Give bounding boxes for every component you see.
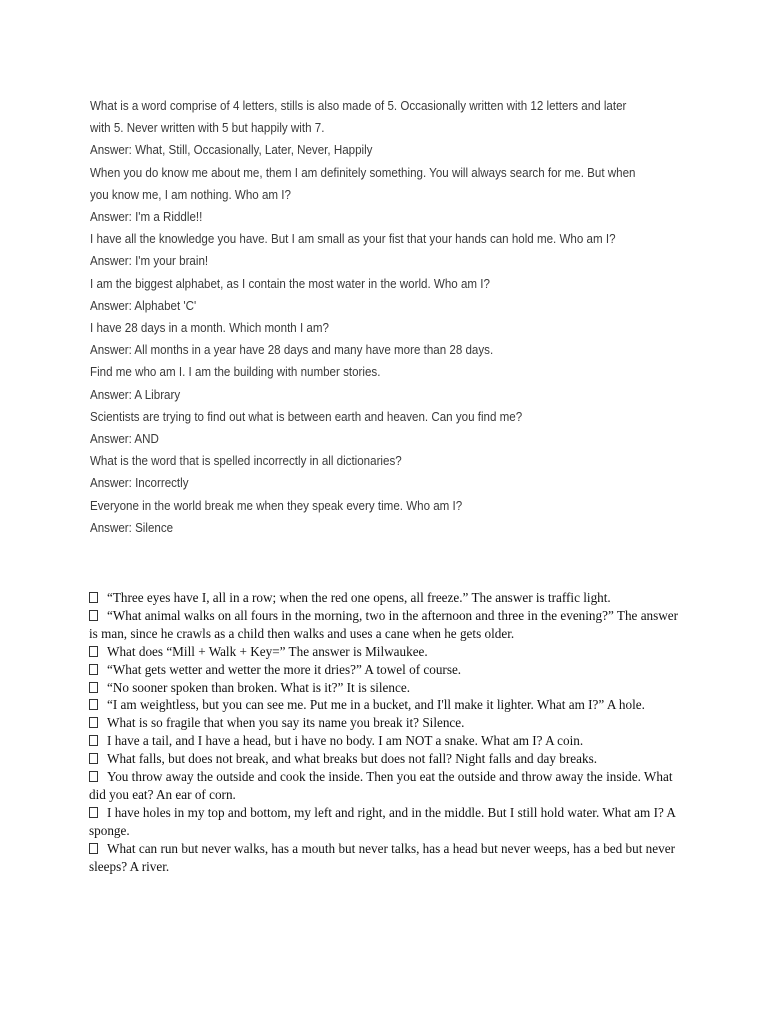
list-item-text: “What gets wetter and wetter the more it dries?” A towel of course.	[107, 661, 462, 677]
list-item	[89, 804, 684, 840]
riddle-question: What is the word that is spelled incorrectly in all dictionaries?	[90, 454, 402, 469]
riddle-answer: Answer: Silence	[90, 520, 174, 535]
list-item	[89, 840, 684, 876]
list-item-text: You throw away the outside and cook the inside. Then you eat the outside and throw away the inside. What did you eat? An ear of corn.	[89, 769, 673, 802]
bulleted-riddle-list	[89, 589, 684, 876]
list-item	[89, 661, 684, 679]
square-bullet-icon	[89, 682, 98, 693]
list-item	[89, 732, 684, 750]
list-item-text: “Three eyes have I, all in a row; when the red one opens, all freeze.” The answer is traffic light.	[107, 590, 611, 605]
riddle-question: Scientists are trying to find out what is between earth and heaven. Can you find me?	[90, 409, 523, 424]
riddle-answer: Answer: A Library	[90, 387, 181, 402]
riddle-question: I have all the knowledge you have. But I am small as your fist that your hands can hold me. Who am I?	[90, 232, 616, 247]
riddle-question: What is a word comprise of 4 letters, stills is also made of 5. Occasionally written with 12 letters and later with 5. Never written with 5 but happily with 7.	[90, 99, 630, 136]
riddle-question: I am the biggest alphabet, as I contain the most water in the world. Who am I?	[90, 276, 490, 291]
riddle-question: Find me who am I. I am the building with number stories.	[90, 365, 381, 380]
square-bullet-icon	[89, 646, 98, 657]
list-item-text: “I am weightless, but you can see me. Put me in a bucket, and I'll make it lighter. What am I?” A hole.	[107, 697, 645, 713]
square-bullet-icon	[89, 753, 98, 764]
riddle-question: Everyone in the world break me when they speak every time. Who am I?	[90, 498, 463, 513]
square-bullet-icon	[89, 807, 98, 818]
square-bullet-icon	[89, 717, 98, 728]
square-bullet-icon	[89, 664, 98, 675]
list-item	[89, 714, 684, 732]
list-item	[89, 679, 684, 697]
list-item-text: What does “Mill + Walk + Key=” The answer is Milwaukee.	[107, 643, 428, 659]
list-item-text: What can run but never walks, has a mouth but never talks, has a head but never weeps, has a bed but never sleeps? A river.	[89, 840, 675, 874]
list-item-text: What falls, but does not break, and what breaks but does not fall? Night falls and day breaks.	[107, 751, 597, 767]
list-item	[89, 750, 684, 768]
riddle-answer: Answer: AND	[90, 432, 159, 447]
riddle-list	[90, 95, 642, 539]
list-item	[89, 607, 684, 643]
riddle-question: When you do know me about me, them I am definitely something. You will always search for me. But when you know me, I am nothing. Who am I?	[90, 165, 639, 202]
riddle-answer: Answer: I'm a Riddle!!	[90, 210, 203, 225]
list-item-text: I have a tail, and I have a head, but i have no body. I am NOT a snake. What am I? A coin.	[107, 733, 584, 749]
list-item-text: “What animal walks on all fours in the morning, two in the afternoon and three in the evening?” The answer is man, since he crawls as a child then walks and uses a cane when he gets older.	[89, 607, 679, 641]
list-item-text: “No sooner spoken than broken. What is it?” It is silence.	[107, 679, 410, 695]
list-item-text: I have holes in my top and bottom, my left and right, and in the middle. But I still hold water. What am I? A sponge.	[89, 804, 676, 838]
riddle-answer: Answer: Alphabet 'C'	[90, 298, 197, 313]
list-item-text: What is so fragile that when you say its name you break it? Silence.	[107, 715, 465, 731]
square-bullet-icon	[89, 771, 98, 782]
square-bullet-icon	[89, 699, 98, 710]
square-bullet-icon	[89, 592, 98, 603]
riddle-answer: Answer: What, Still, Occasionally, Later, Never, Happily	[90, 143, 373, 158]
list-item	[89, 589, 684, 607]
riddle-answer: Answer: I'm your brain!	[90, 254, 209, 269]
riddle-answer: Answer: All months in a year have 28 days and many have more than 28 days.	[90, 343, 494, 358]
list-item	[89, 696, 684, 714]
list-item	[89, 643, 684, 661]
list-item	[89, 768, 684, 804]
riddle-answer: Answer: Incorrectly	[90, 476, 189, 491]
square-bullet-icon	[89, 610, 98, 621]
square-bullet-icon	[89, 735, 98, 746]
square-bullet-icon	[89, 843, 98, 854]
riddle-question: I have 28 days in a month. Which month I am?	[90, 321, 329, 336]
